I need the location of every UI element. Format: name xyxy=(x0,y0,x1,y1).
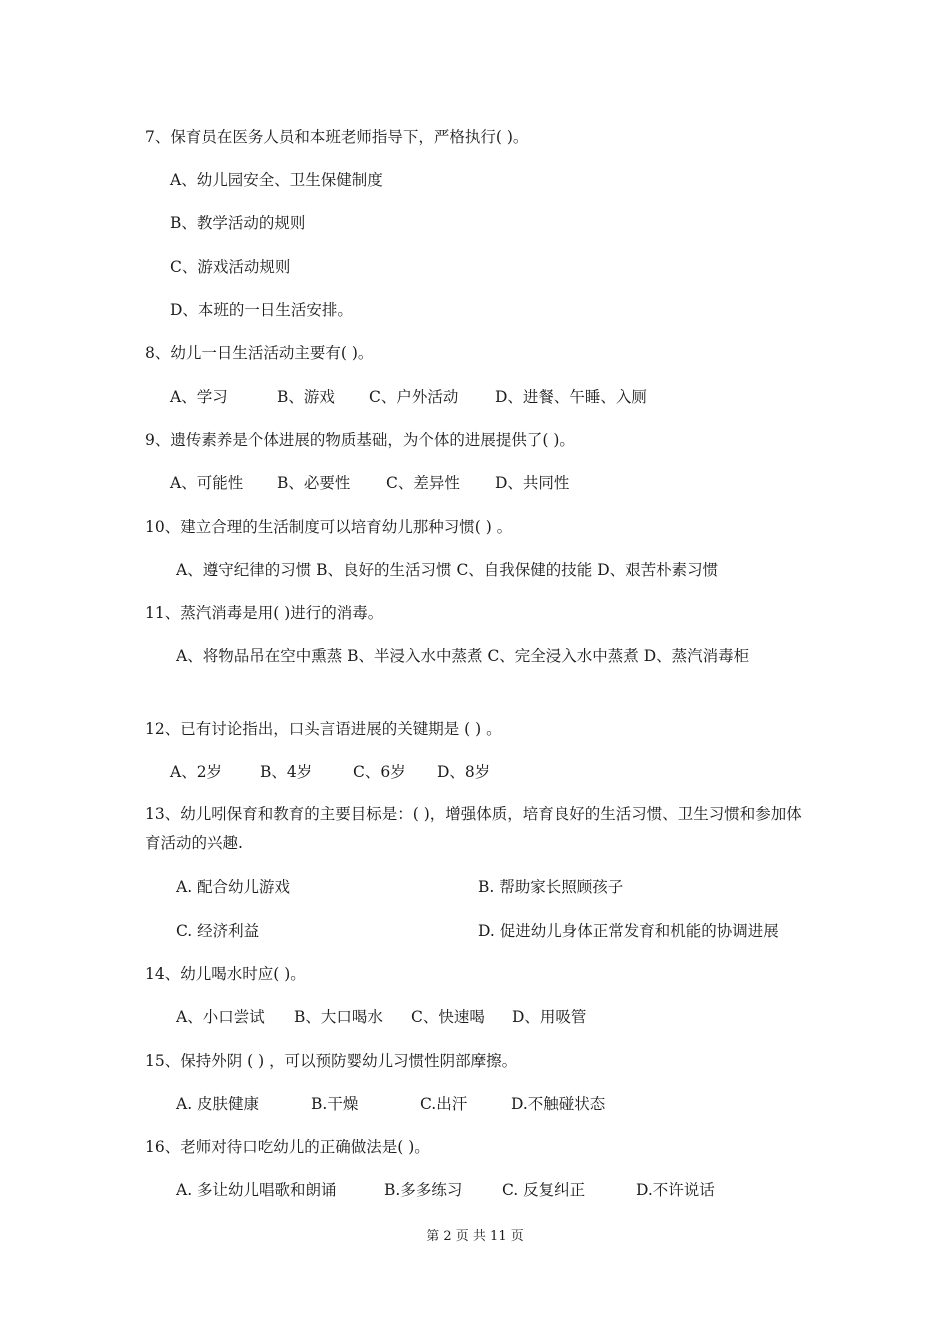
question-9-stem: 9、遗传素养是个体进展的物质基础，为个体的进展提供了( )。 xyxy=(145,431,575,449)
question-13-option-b: B. 帮助家长照顾孩子 xyxy=(478,878,624,896)
question-15-option-c: C.出汗 xyxy=(420,1095,468,1113)
question-13-option-c: C. 经济利益 xyxy=(176,922,260,940)
question-9-option-a: A、可能性 xyxy=(170,474,244,492)
question-13-option-a: A. 配合幼儿游戏 xyxy=(176,878,291,896)
question-7-option-c: C、游戏活动规则 xyxy=(170,258,291,276)
question-8-stem: 8、幼儿一日生活活动主要有( )。 xyxy=(145,344,374,362)
question-13-option-d: D. 促进幼儿身体正常发育和机能的协调进展 xyxy=(478,922,779,940)
question-10-stem: 10、建立合理的生活制度可以培育幼儿那种习惯( ) 。 xyxy=(145,518,513,536)
question-16-option-c: C. 反复纠正 xyxy=(502,1181,586,1199)
question-12-options xyxy=(170,762,490,782)
question-12-option-d: D、8岁 xyxy=(437,763,491,781)
question-11-options: A、将物品吊在空中熏蒸 B、半浸入水中蒸煮 C、完全浸入水中蒸煮 D、蒸汽消毒柜 xyxy=(176,647,750,665)
question-9-option-c: C、差异性 xyxy=(386,474,460,492)
question-12-option-c: C、6岁 xyxy=(353,763,406,781)
question-15-options xyxy=(176,1094,605,1114)
question-15-option-d: D.不触碰状态 xyxy=(511,1095,606,1113)
question-8-option-d: D、进餐、午睡、入厕 xyxy=(495,388,647,406)
question-12-option-b: B、4岁 xyxy=(260,763,313,781)
question-16-stem: 16、老师对待口吃幼儿的正确做法是( )。 xyxy=(145,1138,430,1156)
question-9-option-b: B、必要性 xyxy=(277,474,351,492)
question-14-option-d: D、用吸管 xyxy=(512,1008,587,1026)
question-9-options xyxy=(170,473,569,493)
question-8-option-b: B、游戏 xyxy=(277,388,335,406)
question-7-option-a: A、幼儿园安全、卫生保健制度 xyxy=(170,171,383,189)
question-14-option-c: C、快速喝 xyxy=(411,1008,485,1026)
question-7-option-d: D、本班的一日生活安排。 xyxy=(170,301,353,319)
question-11-stem: 11、蒸汽消毒是用( )进行的消毒。 xyxy=(145,604,384,622)
question-15-option-b: B.干燥 xyxy=(311,1095,359,1113)
question-13-stem: 13、幼儿吲保育和教育的主要目标是：( )，增强体质，培育良好的生活习惯、卫生习惯和参加体育活动的兴趣. xyxy=(145,805,802,852)
question-12-stem: 12、已有讨论指出，口头言语进展的关键期是 ( ) 。 xyxy=(145,720,502,738)
question-16-option-b: B.多多练习 xyxy=(384,1181,463,1199)
question-15-option-a: A. 皮肤健康 xyxy=(176,1095,260,1113)
question-14-options xyxy=(176,1007,586,1027)
question-16-option-d: D.不许说话 xyxy=(636,1181,715,1199)
page-number-footer: 第 2 页 共 11 页 xyxy=(426,1229,524,1244)
question-14-stem: 14、幼儿喝水时应( )。 xyxy=(145,965,306,983)
question-16-option-a: A. 多让幼儿唱歌和朗诵 xyxy=(176,1181,337,1199)
question-14-option-a: A、小口尝试 xyxy=(176,1008,265,1026)
question-10-options: A、遵守纪律的习惯 B、良好的生活习惯 C、自我保健的技能 D、艰苦朴素习惯 xyxy=(176,561,719,579)
question-12-option-a: A、2岁 xyxy=(170,763,223,781)
question-8-option-a: A、学习 xyxy=(170,388,228,406)
question-9-option-d: D、共同性 xyxy=(495,474,570,492)
question-16-options xyxy=(176,1180,715,1200)
question-7-option-b: B、教学活动的规则 xyxy=(170,214,306,232)
question-15-stem: 15、保持外阴 ( ) ，可以预防婴幼儿习惯性阴部摩擦。 xyxy=(145,1052,518,1070)
question-8-option-c: C、户外活动 xyxy=(369,388,459,406)
question-7-stem: 7、保育员在医务人员和本班老师指导下，严格执行( )。 xyxy=(145,128,529,146)
question-14-option-b: B、大口喝水 xyxy=(294,1008,383,1026)
question-8-options xyxy=(170,387,647,407)
